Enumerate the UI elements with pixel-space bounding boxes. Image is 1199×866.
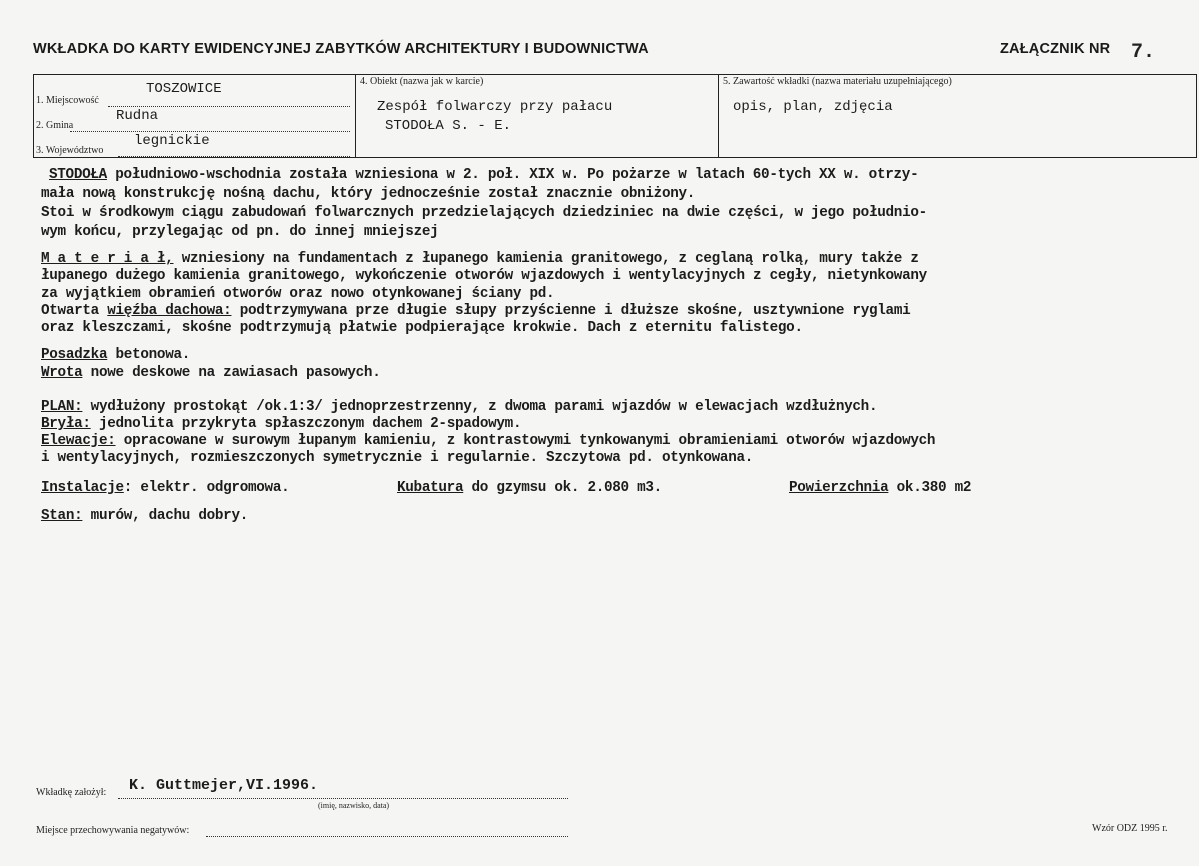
roof-line-2: oraz kleszczami, skośne podtrzymują płatwie podpierające krokwie. Dach z eternitu falistego. [41,320,803,336]
obiekt-line-2: STODOŁA S. - E. [385,118,512,134]
gate-line [41,365,380,381]
area-line [789,480,971,496]
material-line-1 [41,251,919,267]
area-text: ok.380 m2 [888,480,972,496]
gate-text: nowe deskowe na zawiasach pasowych. [82,365,381,381]
miejscowosc-label: 1. Miejscowość [36,95,99,106]
heading-plan: PLAN: [41,399,83,415]
installations-line [41,480,289,496]
roof-line-1 [41,303,910,319]
wojewodztwo-value: legnickie [134,133,210,149]
desc-line-4: wym końcu, przylegając od pn. do innej mniejszej [41,224,439,240]
heading-powierzchnia: Powierzchnia [789,480,889,496]
condition-text: murów, dachu dobry. [82,508,248,524]
attachment-label: ZAŁĄCZNIK NR [1000,41,1111,57]
gmina-value: Rudna [116,108,159,124]
volume-text: do gzymsu ok. 2.080 m3. [463,480,662,496]
form-title: WKŁADKA DO KARTY EWIDENCYJNEJ ZABYTKÓW ARCHITEKTURY I BUDOWNICTWA [33,41,649,57]
heading-stan: Stan: [41,508,83,524]
elevations-line-2: i wentylacyjnych, rozmieszczonych symetrycznie i regularnie. Szczytowa pd. otynkowana. [41,450,754,466]
divider-2 [718,74,719,157]
author-label: Wkładkę założył: [36,787,107,798]
negatives-label: Miejsce przechowywania negatywów: [36,825,190,836]
heading-posadzka: Posadzka [41,347,108,363]
gmina-line [70,131,350,132]
condition-line [41,508,248,524]
wojewodztwo-line [118,156,350,157]
author-line [118,798,568,799]
heading-wiezba: więźba dachowa: [107,303,232,319]
elevations-text-1: opracowane w surowym łupanym kamieniu, z kontrastowymi tynkowanymi obramieniami otworów wjazdowych [115,433,936,449]
plan-line [41,399,877,415]
negatives-line [206,836,568,837]
roof-text-pre: Otwarta [41,303,108,319]
author-hint: (imię, nazwisko, data) [318,801,390,810]
floor-line [41,347,190,363]
elevations-line-1 [41,433,935,449]
volume-line [397,480,662,496]
heading-wrota: Wrota [41,365,83,381]
wojewodztwo-label: 3. Województwo [36,145,104,156]
desc-line-1 [41,167,918,183]
miejscowosc-value: TOSZOWICE [146,81,222,97]
heading-bryla: Bryła: [41,416,91,432]
divider-1 [355,74,356,157]
form-id: Wzór ODZ 1995 r. [1092,823,1168,834]
bryla-line [41,416,521,432]
heading-material: M a t e r i a ł, [41,251,174,267]
material-line-2: łupanego dużego kamienia granitowego, wykończenie otworów wjazdowych i wentylacyjnych z cegły, nietynkowany [41,268,927,284]
bryla-text: jednolita przykryta spłaszczonym dachem 2-spadowym. [90,416,522,432]
obiekt-line-1: Zespół folwarczy przy pałacu [377,99,613,115]
heading-stodola: STODOŁA [49,167,107,183]
desc-line-3: Stoi w środkowym ciągu zabudowań folwarcznych przedzielających dziedziniec na dwie części, w jego południo- [41,205,927,221]
material-line-3: za wyjątkiem obramień otworów oraz nowo otynkowanej ściany pd. [41,286,555,302]
roof-text-1: podtrzymywana prze długie słupy przyścienne i dłuższe skośne, usztywnione ryglami [231,303,911,319]
desc-line-2: mała nową konstrukcję nośną dachu, który jednocześnie został znacznie obniżony. [41,186,696,202]
obiekt-label: 4. Obiekt (nazwa jak w karcie) [360,76,484,87]
author-value: K. Guttmejer,VI.1996. [129,777,319,794]
attachment-number: 7. [1131,41,1156,64]
floor-text: betonowa. [107,347,191,363]
heading-kubatura: Kubatura [397,480,464,496]
zawartosc-label: 5. Zawartość wkładki (nazwa materiału uzupełniającego) [723,76,952,87]
zawartosc-value: opis, plan, zdjęcia [733,99,893,115]
miejscowosc-line [108,106,350,107]
heading-instalacje: Instalacje [41,480,124,496]
desc-text-1: południowo-wschodnia została wzniesiona w 2. poł. XIX w. Po pożarze w latach 60-tych XX w. otrzy- [106,167,919,183]
plan-text: wydłużony prostokąt /ok.1:3/ jednoprzestrzenny, z dwoma parami wjazdów w elewacjach wzdłużnych. [82,399,878,415]
gmina-label: 2. Gmina [36,120,74,131]
installations-text: : elektr. odgromowa. [123,480,290,496]
heading-elewacje: Elewacje: [41,433,116,449]
material-text-1: wzniesiony na fundamentach z łupanego kamienia granitowego, z ceglaną rolką, mury także z [173,251,919,267]
